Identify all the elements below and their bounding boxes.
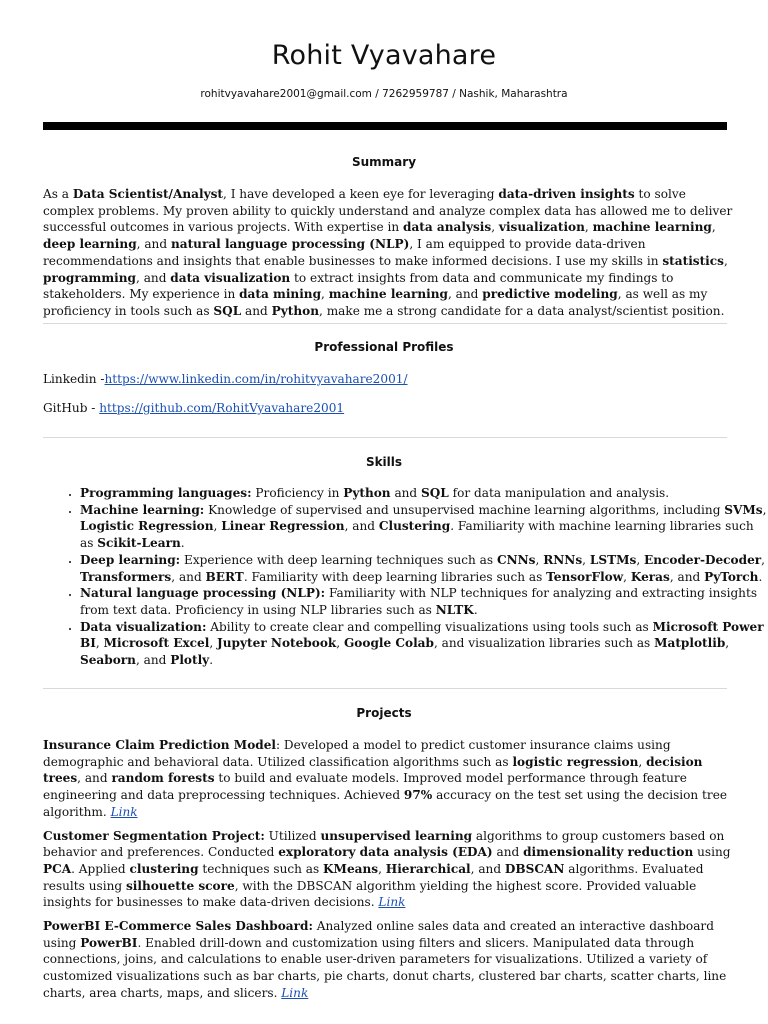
skill-text: Experience with deep learning techniques such as — [180, 552, 497, 567]
project-bold-term: silhouette score — [125, 878, 235, 893]
skill-bold-term: Data visualization: — [80, 619, 207, 634]
skill-text: , and — [171, 569, 206, 584]
skill-item — [80, 585, 768, 618]
github-row — [43, 400, 733, 417]
skill-bold-term: Google Colab — [343, 636, 434, 651]
skill-text: , — [535, 552, 544, 567]
skill-text: , — [95, 636, 104, 651]
project-bold-term: Hierarchical — [385, 861, 471, 876]
project-text: . Applied — [71, 861, 130, 876]
project-item — [43, 828, 733, 912]
skill-bold-term: BERT — [205, 569, 244, 584]
project-bold-term: PowerBI E-Commerce Sales Dashboard: — [43, 919, 313, 934]
summary-bold-term: machine learning — [592, 220, 712, 235]
project-text: accuracy on the test set using the decision tree algorithm. — [43, 788, 728, 819]
skill-text: , and — [669, 569, 705, 584]
summary-text: , make me a strong candidate for a data analyst/scientist position. — [319, 303, 725, 318]
skill-text: , — [623, 569, 631, 584]
skill-text: and — [390, 486, 422, 500]
summary-bold-term: statistics — [662, 253, 724, 268]
project-text: , — [378, 861, 386, 876]
summary-bold-term: SQL — [213, 303, 242, 318]
skill-bold-term: Encoder-Decoder — [644, 552, 762, 567]
summary-text: , and — [136, 237, 171, 252]
skill-text: . Familiarity with deep learning libraries such as — [243, 569, 547, 584]
skill-bold-term: SQL — [421, 486, 449, 500]
skill-bold-term: Logistic Regression — [80, 519, 214, 534]
section-divider — [43, 437, 727, 438]
linkedin-link[interactable]: https://www.linkedin.com/in/rohitvyavahare2001/ — [104, 372, 408, 386]
project-bold-term: random forests — [111, 771, 215, 786]
summary-bold-term: data-driven insights — [498, 187, 635, 201]
project-bold-term: logistic regression — [512, 754, 639, 769]
projects-list — [43, 737, 733, 1009]
skill-text: , — [336, 636, 344, 651]
project-bold-term: DBSCAN — [504, 861, 565, 876]
skill-text: , — [209, 636, 218, 651]
skill-text: Familiarity with NLP techniques for analyzing and extracting insights from text data. Proficiency in using NLP libraries such as — [80, 586, 758, 617]
summary-text: , — [491, 220, 499, 235]
summary-bold-term: data mining — [239, 287, 322, 302]
skill-text: . — [473, 602, 478, 617]
skill-text: , — [725, 636, 730, 651]
summary-bold-term: natural language processing (NLP) — [170, 237, 410, 252]
project-bold-term: decision trees — [43, 754, 703, 786]
summary-text: to solve complex problems. My proven ability to quickly understand and analyze complex data has allowed me to deliver successful outcomes in various projects. With expertise in — [43, 187, 733, 235]
project-text: , and — [77, 771, 112, 786]
skill-bold-term: Microsoft Excel — [103, 636, 210, 651]
skill-text: , — [582, 552, 590, 567]
project-bold-term: exploratory data analysis (EDA) — [278, 845, 493, 860]
skill-bold-term: Linear Regression — [221, 519, 345, 534]
project-bold-term: Insurance Claim Prediction Model — [43, 738, 276, 752]
skill-bold-term: TensorFlow — [546, 569, 624, 584]
profiles-heading: Professional Profiles — [314, 340, 454, 354]
summary-text: and — [241, 303, 272, 318]
skill-item — [80, 485, 768, 502]
summary-text: , as well as my proficiency in tools such as — [43, 287, 708, 318]
summary-text: , — [723, 253, 728, 268]
project-bold-term: unsupervised learning — [320, 828, 473, 843]
skill-bold-term: NLTK — [435, 602, 474, 617]
summary-text: , I am equipped to provide data-driven recommendations and insights that enable businesses to make informed decisions. I use my skills in — [43, 237, 663, 268]
skill-bold-term: Matplotlib — [654, 636, 726, 651]
summary-bold-term: machine learning — [328, 287, 448, 302]
projects-heading: Projects — [356, 706, 412, 720]
skill-bold-term: LSTMs — [589, 552, 637, 567]
skill-text: Ability to create clear and compelling visualizations using tools such as — [206, 619, 653, 634]
skill-text: Knowledge of supervised and unsupervised machine learning algorithms, including — [204, 502, 725, 517]
skill-text: , — [761, 552, 765, 567]
summary-bold-term: Data Scientist/Analyst — [72, 187, 223, 201]
skill-item — [80, 502, 768, 552]
summary-bold-term: predictive modeling — [482, 287, 618, 302]
summary-bold-term: programming — [43, 270, 136, 285]
section-divider — [43, 323, 727, 324]
contact-line: rohitvyavahare2001@gmail.com / 7262959787 / Nashik, Maharashtra — [200, 88, 568, 100]
project-text: using — [693, 845, 731, 860]
skill-text: . — [758, 569, 763, 584]
summary-text: , — [321, 287, 329, 302]
github-label: GitHub - — [43, 401, 100, 415]
project-text: , — [638, 754, 647, 769]
skill-bold-term: PyTorch — [704, 569, 759, 584]
candidate-name: Rohit Vyavahare — [271, 40, 497, 71]
summary-text: As a — [43, 187, 73, 201]
summary-heading: Summary — [351, 155, 417, 169]
project-text: , and — [470, 861, 505, 876]
skill-text: . Familiarity with machine learning libraries such as — [80, 519, 754, 551]
skill-bold-term: Keras — [630, 569, 670, 584]
skills-list — [43, 485, 768, 669]
section-divider — [43, 688, 727, 689]
project-bold-term: clustering — [129, 861, 199, 876]
skill-bold-term: Natural language processing (NLP): — [80, 586, 326, 601]
skill-text: , and — [344, 519, 379, 534]
summary-bold-term: deep learning — [43, 237, 137, 252]
skill-bold-term: Microsoft Power BI — [80, 619, 764, 651]
github-link[interactable]: https://github.com/RohitVyavahare2001 — [99, 401, 345, 415]
project-text: Utilized — [264, 828, 321, 843]
skill-text: Proficiency in — [251, 486, 344, 500]
skill-text: , and — [135, 653, 171, 668]
summary-text: to extract insights from data and communicate my findings to stakeholders. My experience in — [43, 270, 674, 302]
skill-bold-term: SVMs — [724, 502, 763, 517]
project-bold-term: PCA — [43, 861, 72, 876]
skill-bold-term: Clustering — [378, 519, 451, 534]
summary-text: , I have developed a keen eye for leveraging — [223, 187, 499, 201]
project-link[interactable]: Link — [281, 985, 309, 1000]
skill-bold-term: Deep learning: — [80, 552, 181, 567]
summary-bold-term: visualization — [498, 220, 585, 235]
skills-heading: Skills — [365, 455, 403, 469]
skill-item — [80, 619, 768, 669]
skill-text: , — [636, 552, 645, 567]
project-text: algorithms to group customers based on behavior and preferences. Conducted — [43, 828, 725, 860]
summary-text: , and — [447, 287, 483, 302]
skill-text: for data manipulation and analysis. — [448, 486, 670, 500]
project-text: , with the DBSCAN algorithm yielding the highest score. Provided valuable insights for businesses to make data-driven decisions. — [43, 878, 697, 910]
skill-bold-term: Machine learning: — [80, 502, 205, 517]
summary-text: , and — [136, 270, 171, 285]
skill-bold-term: RNNs — [543, 552, 583, 567]
linkedin-row — [43, 371, 733, 388]
summary-bold-term: Python — [271, 303, 319, 318]
project-text: algorithms. Evaluated results using — [43, 861, 704, 893]
project-bold-term: Customer Segmentation Project: — [43, 828, 265, 843]
project-text: techniques such as — [198, 861, 324, 876]
project-text: and — [492, 845, 524, 860]
skill-bold-term: CNNs — [496, 552, 536, 567]
header-divider — [43, 122, 727, 130]
skill-text: . — [180, 536, 185, 551]
project-item — [43, 737, 733, 821]
skill-text: , — [762, 502, 767, 517]
project-text: to build and evaluate models. Improved model performance through feature engineering and data preprocessing techniques. Achieved — [43, 771, 687, 803]
summary-paragraph — [43, 186, 733, 320]
skill-bold-term: Jupyter Notebook — [217, 636, 337, 651]
linkedin-label: Linkedin - — [43, 372, 105, 386]
project-bold-term: PowerBI — [80, 935, 138, 950]
skill-bold-term: Python — [343, 486, 391, 500]
summary-bold-term: data visualization — [170, 270, 291, 285]
project-bold-term: 97% — [403, 788, 433, 803]
summary-text: , — [584, 220, 593, 235]
skill-bold-term: Programming languages: — [80, 486, 252, 500]
skill-bold-term: Plotly — [170, 653, 210, 668]
project-item — [43, 918, 733, 1002]
project-text: . Enabled drill-down and customization using filters and slicers. Manipulated data through connections, joins, and calculations to enable user-driven parameters for visualizations. Utilized a variety of customized visualizations such as bar charts, pie charts, donut charts, clustered bar charts, scatter charts, line charts, area charts, maps, and slicers. — [43, 935, 727, 1000]
skill-bold-term: Scikit-Learn — [97, 536, 181, 551]
summary-text: , — [711, 220, 716, 235]
skill-text: , and visualization libraries such as — [433, 636, 655, 651]
skill-text: , — [213, 519, 222, 534]
skill-text: . — [209, 653, 214, 668]
skill-bold-term: Seaborn — [80, 653, 136, 668]
project-text: : Developed a model to predict customer insurance claims using demographic and behavioral data. Utilized classification algorithms such as — [43, 738, 671, 769]
skill-bold-term: Transformers — [80, 569, 172, 584]
project-text: Analyzed online sales data and created an interactive dashboard using — [43, 919, 714, 950]
summary-bold-term: data analysis — [402, 220, 492, 235]
skill-item — [80, 552, 768, 585]
project-link[interactable]: Link — [378, 895, 406, 910]
project-bold-term: dimensionality reduction — [523, 845, 694, 860]
project-bold-term: KMeans — [323, 861, 379, 876]
project-link[interactable]: Link — [110, 804, 138, 819]
